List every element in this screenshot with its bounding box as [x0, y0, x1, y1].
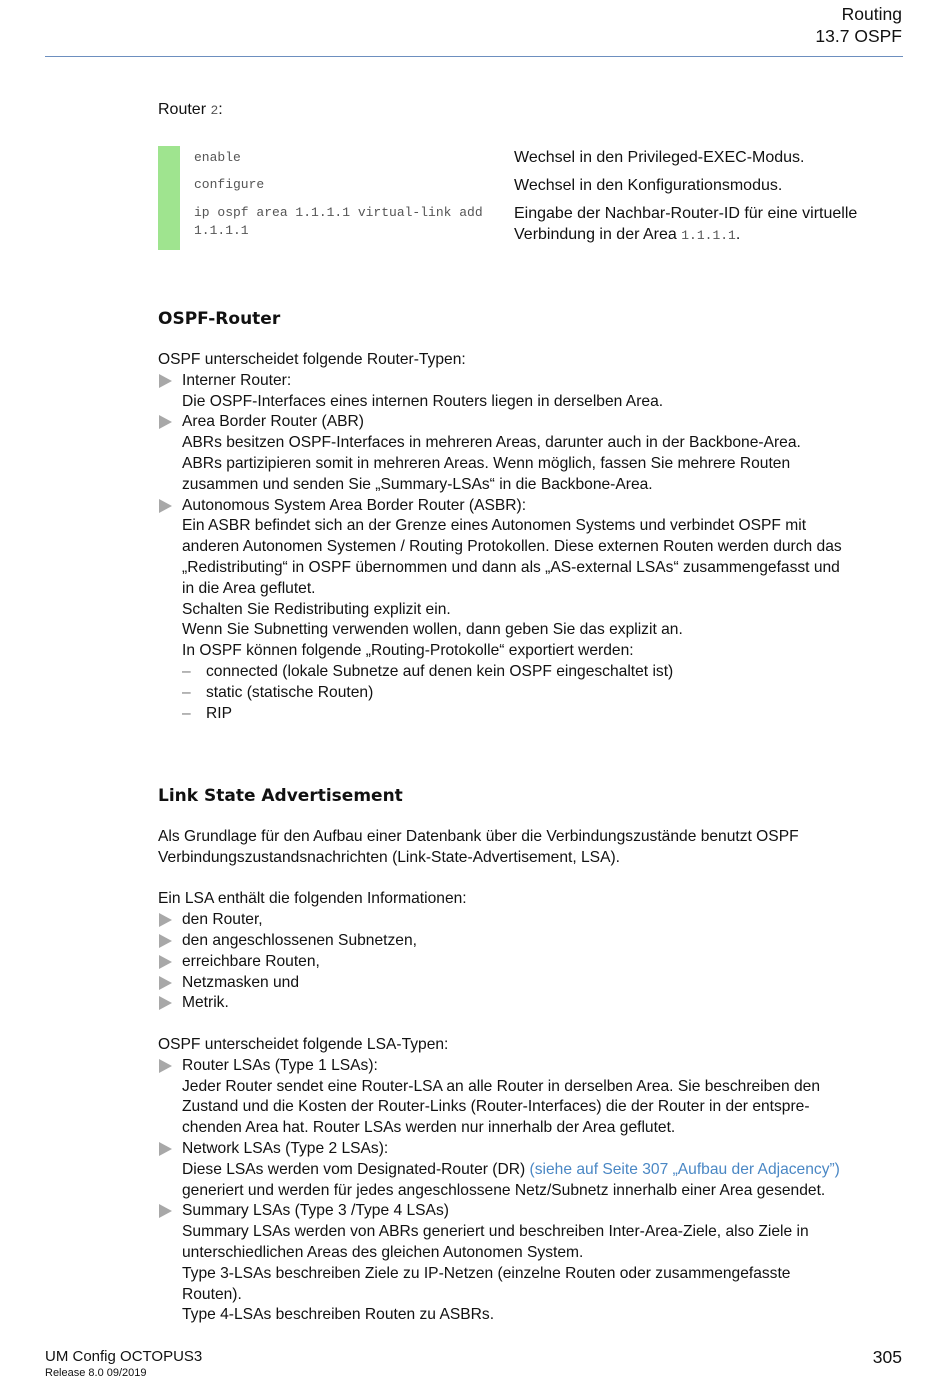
running-header [815, 3, 902, 47]
desc-line2-text: Verbindung in der Area [514, 226, 682, 243]
list-item-text: erreichbare Routen, [182, 952, 320, 970]
lsa-info-intro: Ein LSA enthält die folgenden Informationen: [158, 890, 467, 908]
item-text: Summary LSAs werden von ABRs generiert und beschreiben Inter-Area-Ziele, also Ziele in [182, 1223, 809, 1241]
bullet-triangle-icon [159, 374, 172, 388]
item-title: Interner Router: [182, 371, 292, 389]
item-text: anderen Autonomen Systemen / Routing Protokollen. Diese externen Routen werden durch das [182, 538, 842, 556]
item-text: Type 4-LSAs beschreiben Routen zu ASBRs. [182, 1306, 495, 1324]
bullet-triangle-icon [159, 934, 172, 948]
command-virtual-link [194, 204, 483, 240]
item-text: chenden Area hat. Router LSAs werden nur innerhalb der Area geflutet. [182, 1119, 676, 1137]
command-table-marker [158, 146, 180, 250]
desc-line2 [514, 224, 894, 246]
list-item-text: den angeschlossenen Subnetzen, [182, 931, 417, 949]
type2-text: Diese LSAs werden vom Designated-Router (DR) [182, 1160, 530, 1178]
item-text: Jeder Router sendet eine Router-LSA an alle Router in derselben Area. Sie beschreiben den [182, 1077, 821, 1095]
cross-reference-link[interactable]: (siehe auf Seite 307 „Aufbau der Adjacency”) [529, 1160, 840, 1178]
header-rule [45, 56, 903, 57]
protocol-text: connected (lokale Subnetze auf denen kein OSPF eingeschaltet ist) [206, 662, 674, 680]
protocol-text: RIP [206, 704, 232, 722]
page-number: 305 [872, 1347, 902, 1367]
lsa-para-line: Verbindungszustandsnachrichten (Link-State-Advertisement, LSA). [158, 848, 620, 866]
item-text: Die OSPF-Interfaces eines internen Routers liegen in derselben Area. [182, 392, 664, 410]
protocol-item [158, 683, 908, 704]
list-item [158, 910, 908, 931]
item-text: Ein ASBR befindet sich an der Grenze eines Autonomen Systems und verbindet OSPF mit [182, 517, 807, 535]
footer-doc-info [45, 1348, 202, 1380]
chapter-title: Routing [841, 4, 902, 24]
command-virtual-link-line1: ip ospf area 1.1.1.1 virtual-link add [194, 205, 483, 220]
bullet-triangle-icon [159, 499, 172, 513]
router-label [158, 101, 223, 119]
lsa-types-intro: OSPF unterscheidet folgende LSA-Typen: [158, 1035, 449, 1053]
protocol-text: static (statische Routen) [206, 683, 374, 701]
list-item-type3 [158, 1201, 908, 1326]
section-title: 13.7 OSPF [815, 26, 902, 46]
item-text: Routen). [182, 1285, 242, 1303]
command-enable: enable [194, 150, 241, 165]
router-types-intro: OSPF unterscheidet folgende Router-Typen: [158, 351, 466, 368]
bullet-triangle-icon [159, 976, 172, 990]
heading-ospf-router: OSPF-Router [158, 309, 281, 329]
heading-lsa: Link State Advertisement [158, 786, 403, 806]
bullet-triangle-icon [159, 415, 172, 429]
item-title: Area Border Router (ABR) [182, 413, 364, 431]
list-item-text: Metrik. [182, 994, 229, 1012]
router-label-colon: : [218, 101, 223, 118]
bullet-triangle-icon [159, 955, 172, 969]
item-text: in die Area geflutet. [182, 579, 316, 597]
list-item [158, 993, 908, 1014]
item-text: Zustand und die Kosten der Router-Links (Router-Interfaces) die der Router in der entspre- [182, 1098, 810, 1116]
item-text: Wenn Sie Subnetting verwenden wollen, dann geben Sie das explizit an. [182, 621, 683, 639]
area-id-code: 1.1.1.1 [681, 228, 736, 243]
command-enable-desc: Wechsel in den Privileged-EXEC-Modus. [514, 149, 805, 166]
protocol-item [158, 662, 908, 683]
item-title: Network LSAs (Type 2 LSAs): [182, 1139, 389, 1157]
bullet-triangle-icon [159, 1204, 172, 1218]
router-number: 2 [210, 103, 219, 118]
item-title: Summary LSAs (Type 3 /Type 4 LSAs) [182, 1202, 449, 1220]
item-text [182, 1160, 908, 1181]
item-text: ABRs besitzen OSPF-Interfaces in mehreren Areas, darunter auch in der Backbone-Area. [182, 434, 801, 452]
dash-bullet: – [182, 662, 191, 680]
command-virtual-link-desc [514, 203, 894, 246]
bullet-triangle-icon [159, 1059, 172, 1073]
list-item-abr [158, 412, 908, 495]
item-text: „Redistributing“ in OSPF übernommen und dann als „AS-external LSAs“ zusammengefasst und [182, 558, 840, 576]
list-item-type1 [158, 1056, 908, 1139]
lsa-para-line: Als Grundlage für den Aufbau einer Datenbank über die Verbindungszustände benutzt OSPF [158, 828, 799, 845]
bullet-triangle-icon [159, 1142, 172, 1156]
bullet-triangle-icon [159, 996, 172, 1010]
list-item [158, 973, 908, 994]
dash-bullet: – [182, 704, 191, 722]
section-ospf-router [158, 350, 908, 724]
desc-line1: Eingabe der Nachbar-Router-ID für eine virtuelle [514, 205, 858, 222]
bullet-triangle-icon [159, 913, 172, 927]
item-text: unterschiedlichen Areas des gleichen Autonomen System. [182, 1243, 584, 1261]
list-item-asbr [158, 496, 908, 662]
section-lsa [158, 827, 908, 1326]
list-item [158, 952, 908, 973]
item-text: Schalten Sie Redistributing explizit ein. [182, 600, 451, 618]
command-configure: configure [194, 177, 265, 192]
item-text: zusammen und senden Sie „Summary-LSAs“ in die Backbone-Area. [182, 475, 653, 493]
item-title: Autonomous System Area Border Router (ASBR): [182, 496, 527, 514]
desc-line2-end: . [735, 226, 741, 243]
footer-release: Release 8.0 09/2019 [45, 1367, 147, 1379]
list-item-internal-router [158, 371, 908, 413]
router-label-text: Router [158, 101, 211, 118]
list-item-text: den Router, [182, 911, 263, 929]
protocol-item [158, 704, 908, 725]
command-configure-desc: Wechsel in den Konfigurationsmodus. [514, 177, 783, 194]
command-virtual-link-line2: 1.1.1.1 [194, 223, 249, 238]
list-item-type2 [158, 1139, 908, 1201]
footer-doc-title: UM Config OCTOPUS3 [45, 1348, 203, 1365]
list-item [158, 931, 908, 952]
item-text: In OSPF können folgende „Routing-Protokolle“ exportiert werden: [182, 642, 634, 660]
item-text: ABRs partizipieren somit in mehreren Areas. Wenn möglich, fassen Sie mehrere Routen [182, 454, 791, 472]
item-text: generiert und werden für jedes angeschlossene Netz/Subnetz innerhalb einer Area gesendet. [182, 1181, 826, 1199]
item-title: Router LSAs (Type 1 LSAs): [182, 1056, 378, 1074]
list-item-text: Netzmasken und [182, 973, 300, 991]
dash-bullet: – [182, 683, 191, 701]
item-text: Type 3-LSAs beschreiben Ziele zu IP-Netzen (einzelne Routen oder zusammengefasste [182, 1264, 791, 1282]
